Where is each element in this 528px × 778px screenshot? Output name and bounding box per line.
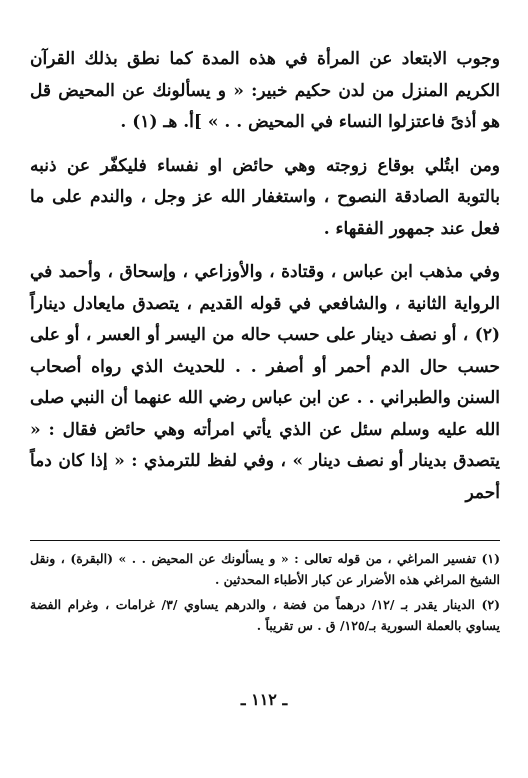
footnote-1: (١) تفسير المراغي ، من قوله تعالى : « و يسألونك عن المحيض . . » (البقرة) ، ونقل الشيخ المراغي هذه الأضرار عن كبار الأطباء المحدثين . [30,551,500,587]
footnote-separator [30,540,500,541]
footnote-2: (٢) الدينار يقدر بـ /١٢/ درهماً من فضة ، والدرهم يساوي /٣/ غرامات ، وغرام الفضة يساوي بالعملة السورية بـ/١٢٥/ ق . س تقريباً . [30,597,501,633]
paragraph-3: وفي مذهب ابن عباس ، وقتادة ، والأوزاعي ، وإسحاق ، وأحمد في الرواية الثانية ، والشافعي في قوله القديم ، يتصدق مايعادل ديناراً (٢) ، أو نصف دينار على حسب حاله من اليسر أو العسر ، أو على حسب حال الدم أحمر أو أصفر . . للحديث الذي رواه أصحاب السنن والطبراني . . عن ابن عباس رضي الله عنهما أن النبي صلى الله عليه وسلم سئل عن الذي يأتي امرأته وهي حائض فقال : « يتصدق بدينار أو نصف دينار » ، وفي لفظ للترمذي : « إذا كان دماً أحمر [30,262,500,503]
main-text [30,44,500,509]
page-number: ـ ١١٢ ـ [240,690,288,709]
paragraph-1: وجوب الابتعاد عن المرأة في هذه المدة كما نطق بذلك القرآن الكريم المنزل من لدن حكيم خبير: « و يسألونك عن المحيض قل هو أذىً فاعتزلوا النساء في المحيض . . » ]أ. هـ (١) . [30,49,500,132]
paragraph-2: ومن ابتُلي بوقاع زوجته وهي حائض او نفساء فليكفّر عن ذنبه بالتوبة الصادقة النصوح ، واستغفار الله عز وجل ، والندم على ما فعل عند جمهور الفقهاء . [30,155,500,239]
footnotes [30,548,500,640]
